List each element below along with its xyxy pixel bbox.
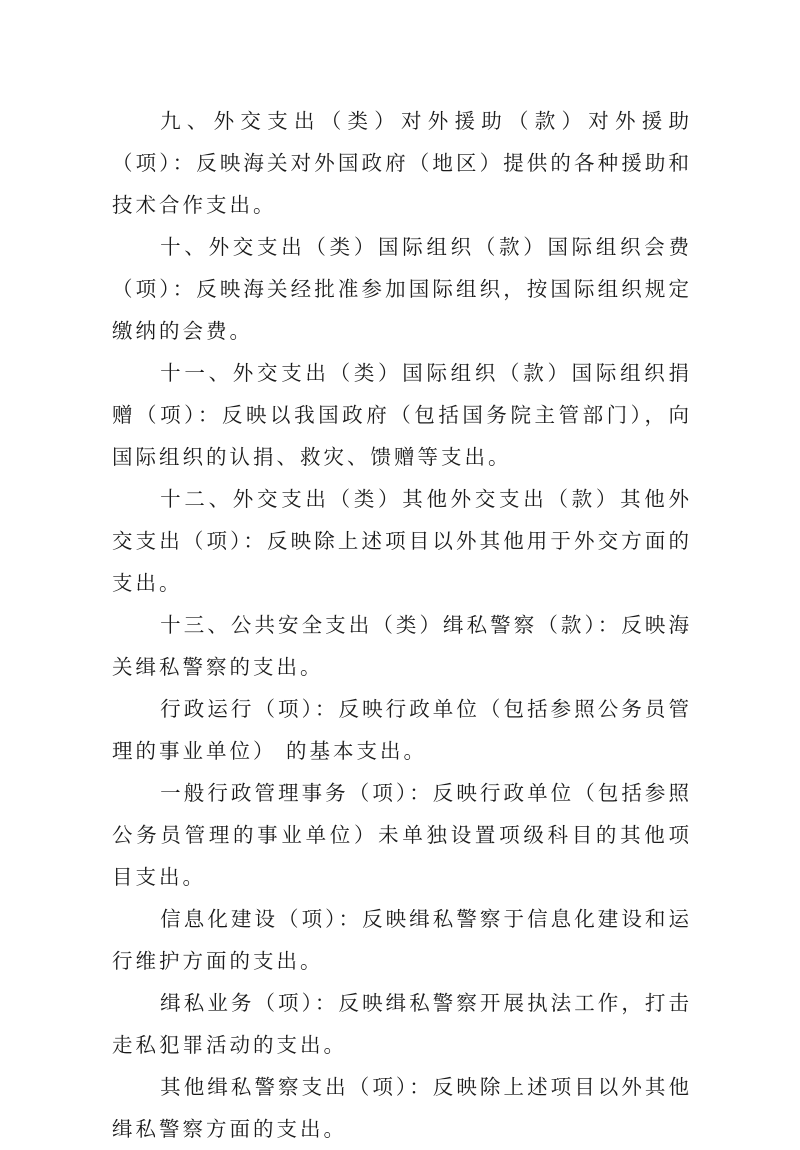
paragraph-anti-smuggling-police: 十三、公共安全支出（类）缉私警察（款）：反映海关缉私警察的支出。: [112, 613, 692, 679]
paragraph-administrative-operation: 行政运行（项）：反映行政单位（包括参照公务员管理的事业单位） 的基本支出。: [112, 697, 692, 763]
document-body: [112, 100, 692, 1150]
paragraph-foreign-aid: 九、外交支出（类）对外援助（款）对外援助（项）：反映海关对外国政府（地区）提供的各种援助和技术合作支出。: [112, 109, 692, 217]
paragraph-general-administration: 一般行政管理事务（项）：反映行政单位（包括参照公务员管理的事业单位）未单独设置项级科目的其他项目支出。: [112, 781, 692, 889]
paragraph-other-anti-smuggling: 其他缉私警察支出（项）：反映除上述项目以外其他缉私警察方面的支出。: [112, 1075, 692, 1141]
paragraph-international-org-fees: 十、外交支出（类）国际组织（款）国际组织会费（项）：反映海关经批准参加国际组织，按国际组织规定缴纳的会费。: [112, 235, 692, 343]
paragraph-anti-smuggling-business: 缉私业务（项）：反映缉私警察开展执法工作，打击走私犯罪活动的支出。: [112, 991, 692, 1057]
paragraph-informatization: 信息化建设（项）：反映缉私警察于信息化建设和运行维护方面的支出。: [112, 907, 692, 973]
paragraph-other-foreign-affairs: 十二、外交支出（类）其他外交支出（款）其他外交支出（项）：反映除上述项目以外其他用于外交方面的支出。: [112, 487, 692, 595]
paragraph-international-org-donations: 十一、外交支出（类）国际组织（款）国际组织捐赠（项）：反映以我国政府（包括国务院主管部门），向国际组织的认捐、救灾、馈赠等支出。: [112, 361, 692, 469]
